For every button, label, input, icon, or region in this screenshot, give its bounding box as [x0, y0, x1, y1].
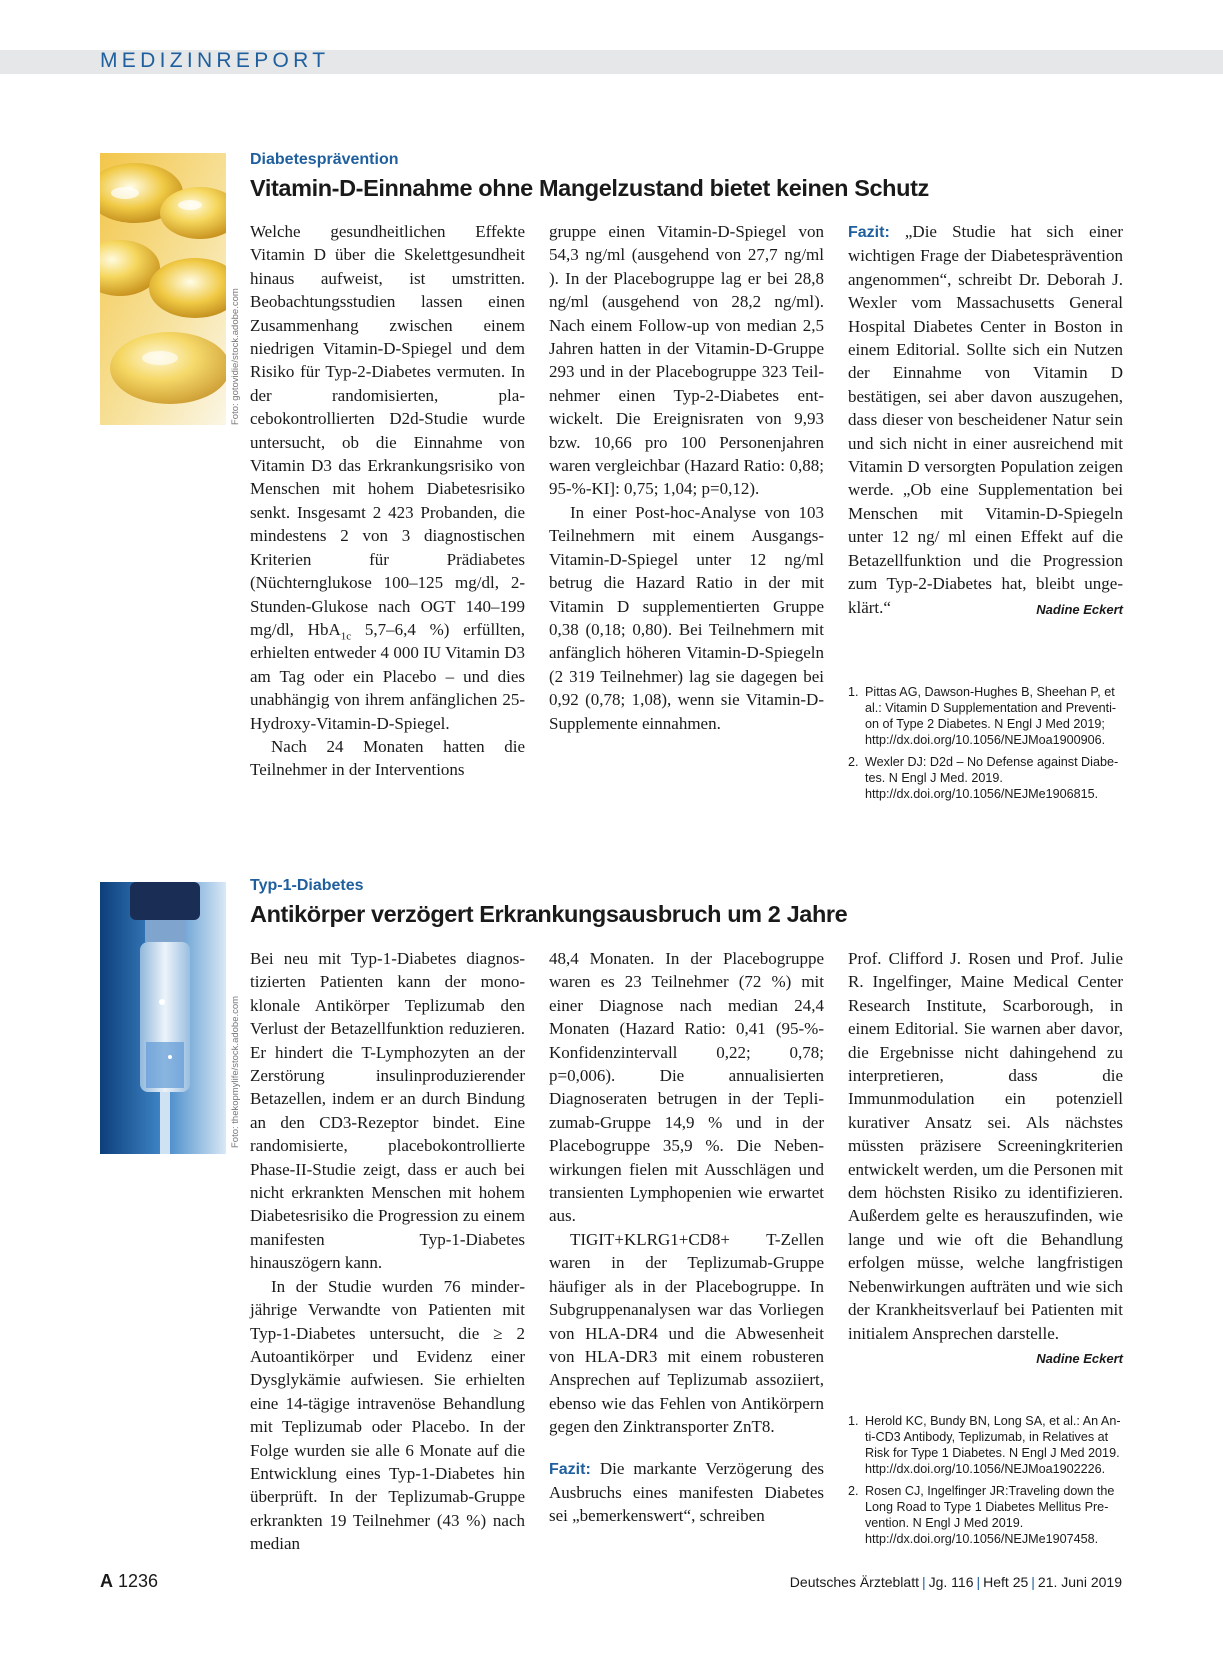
- issue: Heft 25: [983, 1574, 1029, 1590]
- reference-item: 2. Wexler DJ: D2d – No Defense against Diabetes. N Engl J Med. 2019. http://dx.doi.org/10.1056/NEJMe1906815.: [848, 755, 1119, 801]
- reference-item: 1. Herold KC, Bundy BN, Long SA, et al.: An Anti-CD3 Antibody, Teplizumab, in Relatives at Risk for Type 1 Diabetes. N Engl J Med 2019. http://dx.doi.org/10.1056/NEJMoa1902226.: [848, 1414, 1121, 1476]
- article2-column-1: [250, 947, 525, 1556]
- headline-2: Antikörper verzögert Erkrankungsausbruch um 2 Jahre: [250, 901, 848, 927]
- article1-column-3: [848, 220, 1123, 621]
- fazit-text: „Die Studie hat sich einer wichtigen Frage der Diabetesprävention angenommen“, schreibt Dr. Deborah J. Wexler vom Massachusetts General Hospital Diabetes Center in Boston in einem Editorial. Sollte sich ein Nutzen der Einnahme von Vitamin D bestätigen, sei aber davon auszugehen, dass dieser von bescheidener Natur sein und sich nicht in einer ausreichend mit Vitamin D versorgten Population zeigen werde. „Ob eine Supplementation bei Menschen mit Vitamin-D-Spiegeln unter 12 ng/ ml einen Effekt auf die Betazellfunktion und die Progression zum Typ-2-Diabetes hat, bleibt ungeklärt.“: [848, 222, 1123, 617]
- fazit-label: Fazit:: [549, 1460, 591, 1478]
- references-2: [848, 1413, 1123, 1553]
- iv-drip-photo: [100, 882, 226, 1154]
- volume: Jg. 116: [928, 1574, 974, 1590]
- body-paragraph: In der Studie wurden 76 minderjährige Verwandte von Patienten mit Typ-1-Diabetes untersucht, die ≥ 2 Autoantikörper und Evidenz einer Dysglykämie aufwiesen. Sie erhielten eine 14-tägige intravenöse Behandlung mit Teplizumab oder Placebo. In der Folge wurden sie alle 6 Monate auf die Entwicklung eines Typ-1-Diabetes hin überprüft. In der Teplizumab-Gruppe erkrankten 19 Teilnehmer (43 %) nach median: [250, 1276, 525, 1554]
- vitamin-capsules-photo: [100, 153, 226, 425]
- issue-date: 21. Juni 2019: [1037, 1574, 1122, 1590]
- references-1: [848, 684, 1123, 808]
- article1-column-2: [549, 220, 824, 735]
- subscript: 1c: [340, 630, 352, 643]
- body-paragraph: Bei neu mit Typ-1-Diabetes diagnostizierten Patienten kann der monoklonale Antikörper Teplizumab den Verlust der Betazellfunktion reduzieren. Er hindert die T-Lymphozyten an der Zerstörung insulinproduzierender Betazellen, indem er an durch Bindung an den CD3-Rezeptor bindet. Eine randomisierte, placebokontrollierte Phase-II-Studie zeigt, dass er auch bei nicht erkrankten Menschen mit hohem Diabetesrisiko die Progression zu einem manifesten Typ-1-Diabetes hinauszögern kann.: [250, 949, 525, 1273]
- fazit-text: Die markante Verzögerung des Ausbruchs eines manifesten Diabetes sei „bemerkenswert“, schreiben: [549, 1458, 824, 1526]
- fazit-label: Fazit:: [848, 224, 890, 241]
- body-text: 5,7–6,4 %) erfüllten, erhielten entweder 4 000 IU Vitamin D3 am Tag oder ein Placebo – und dies unabhängig von ihrem anfänglichen 25-Hydroxy-Vitamin-D-Spiegel.: [250, 619, 525, 733]
- body-paragraph: TIGIT+KLRG1+CD8+ T-Zellen waren in der Teplizumab-Gruppe häufiger als in der Placebogruppe. In Subgruppenanalysen war das Vorliegen von HLA-DR4 und die Abwesenheit von HLA-DR3 mit einem robusteren Ansprechen auf Teplizumab assoziiert, ebenso wie das Fehlen von Antikörpern gegen den Zinktransporter ZnT8.: [549, 1229, 824, 1437]
- author-signature: Nadine Eckert: [1036, 601, 1123, 617]
- photo-credit-2: Foto: thekopmylife/stock.adobe.com: [230, 995, 241, 1148]
- journal-name: Deutsches Ärzteblatt: [789, 1574, 919, 1590]
- article2-column-2: [549, 947, 824, 1528]
- author-signature: Nadine Eckert: [1036, 1350, 1123, 1366]
- body-paragraph: 48,4 Monaten. In der Placebogruppe waren es 23 Teilnehmer (72 %) mit einer Diagnose nach median 24,4 Monaten (Hazard Ratio: 0,41 (95-%-Konfidenzintervall 0,22; 0,78; p=0,006). Die annualisierten Diagnoseraten betrugen in der Teplizumab-Gruppe 14,9 % und in der Placebogruppe 35,9 %. Die Nebenwirkungen fielen mit Ausschlägen und transienten Lymphopenien wie erwartet aus.: [549, 949, 824, 1226]
- page-number: A 1236: [100, 1571, 159, 1591]
- article1-column-1: [250, 220, 525, 782]
- body-text: Prof. Clifford J. Rosen und Prof. Julie R. Ingelfinger, Maine Medical Center Research Institute, Scarborough, in einem Editorial. Sie warnen aber davor, die Ergebnisse nicht dahingehend zu interpretieren, dass die Immunmodulation ein potenziell kurativer Ansatz sei. Als nächstes müssten präzisere Screeningkriterien entwickelt werden, um die Personen mit dem höchsten Risiko zu identifizieren. Außerdem gelte es herauszufinden, wie lange und wie oft die Behandlung erfolgen müsse, welche langfristigen Nebenwirkungen aufträten und wie sich der Krankheitsverlauf bei Patienten mit initialem Ansprechen darstelle.: [848, 949, 1123, 1343]
- kicker-2: Typ-1-Diabetes: [250, 877, 364, 894]
- headline-1: Vitamin-D-Einnahme ohne Mangelzustand bietet keinen Schutz: [250, 175, 929, 201]
- reference-item: 1. Pittas AG, Dawson-Hughes B, Sheehan P, et al.: Vitamin D Supplementation and Prevention of Type 2 Diabetes. N Engl J Med 2019; http://dx.doi.org/10.1056/NEJMoa1900906.: [848, 685, 1117, 747]
- body-paragraph: In einer Post-hoc-Analyse von 103 Teilnehmern mit einem Ausgangs-Vitamin-D-Spiegel unter 12 ng/ml betrug die Hazard Ratio in der mit Vitamin D supplementierten Gruppe 0,38 (0,18; 0,80). Bei Teilnehmern mit anfänglich höheren Vitamin-D-Spiegeln (2 319 Teilnehmer) lag sie dagegen bei 0,92 (0,78; 1,08), wenn sie Vitamin-D-Supplemente einnahmen.: [549, 502, 824, 733]
- footer-journal-info: Deutsches Ärzteblatt | Jg. 116 | Heft 25 | 21. Juni 2019: [789, 1574, 1122, 1590]
- kicker-1: Diabetesprävention: [250, 151, 399, 168]
- photo-credit-1: Foto: gotovidie/stock.adobe.com: [230, 288, 241, 425]
- body-paragraph: Nach 24 Monaten hatten die Teilnehmer in der Interventions: [250, 736, 525, 780]
- body-paragraph: gruppe einen Vitamin-D-Spiegel von 54,3 ng/ml (ausgehend von 27,7 ng/ml ). In der Placebogruppe lag er bei 28,8 ng/ml (ausgehend von 28,2 ng/ml). Nach einem Follow-up von median 2,5 Jahren hatten in der Vitamin-D-Gruppe 293 und in der Placebogruppe 323 Teilnehmer einen Typ-2-Diabetes entwickelt. Die Ereignisraten von 9,93 bzw. 10,66 pro 100 Personenjahren waren vergleichbar (Hazard Ratio: 0,88; 95-%-KI]: 0,75; 1,04; p=0,12).: [549, 222, 824, 499]
- section-label: MEDIZINREPORT: [100, 49, 330, 72]
- body-text: Welche gesundheitlichen Effekte Vitamin D über die Skelettgesundheit hinaus aufweist, ist umstritten. Beobachtungsstudien lassen einen Zusammenhang zwischen einem niedrigen Vitamin-D-Spiegel und dem Risiko für Typ-2-Diabetes vermuten. In der randomisierten, placebokontrollierten D2d-Studie wurde untersucht, ob die Einnahme von Vitamin D3 das Erkrankungsrisiko von Menschen mit hohem Diabetesrisiko senkt. Insgesamt 2 423 Probanden, die mindestens 2 von 3 diagnostischen Kriterien für Prädiabetes (Nüchternglukose 100–125 mg/dl, 2-Stunden-Glukose nach OGT 140–199 mg/dl, HbA: [250, 222, 525, 639]
- reference-item: 2. Rosen CJ, Ingelfinger JR:Traveling down the Long Road to Type 1 Diabetes Mellitus Prevention. N Engl J Med 2019. http://dx.doi.org/10.1056/NEJMe1907458.: [848, 1484, 1115, 1546]
- article2-column-3: [848, 947, 1123, 1370]
